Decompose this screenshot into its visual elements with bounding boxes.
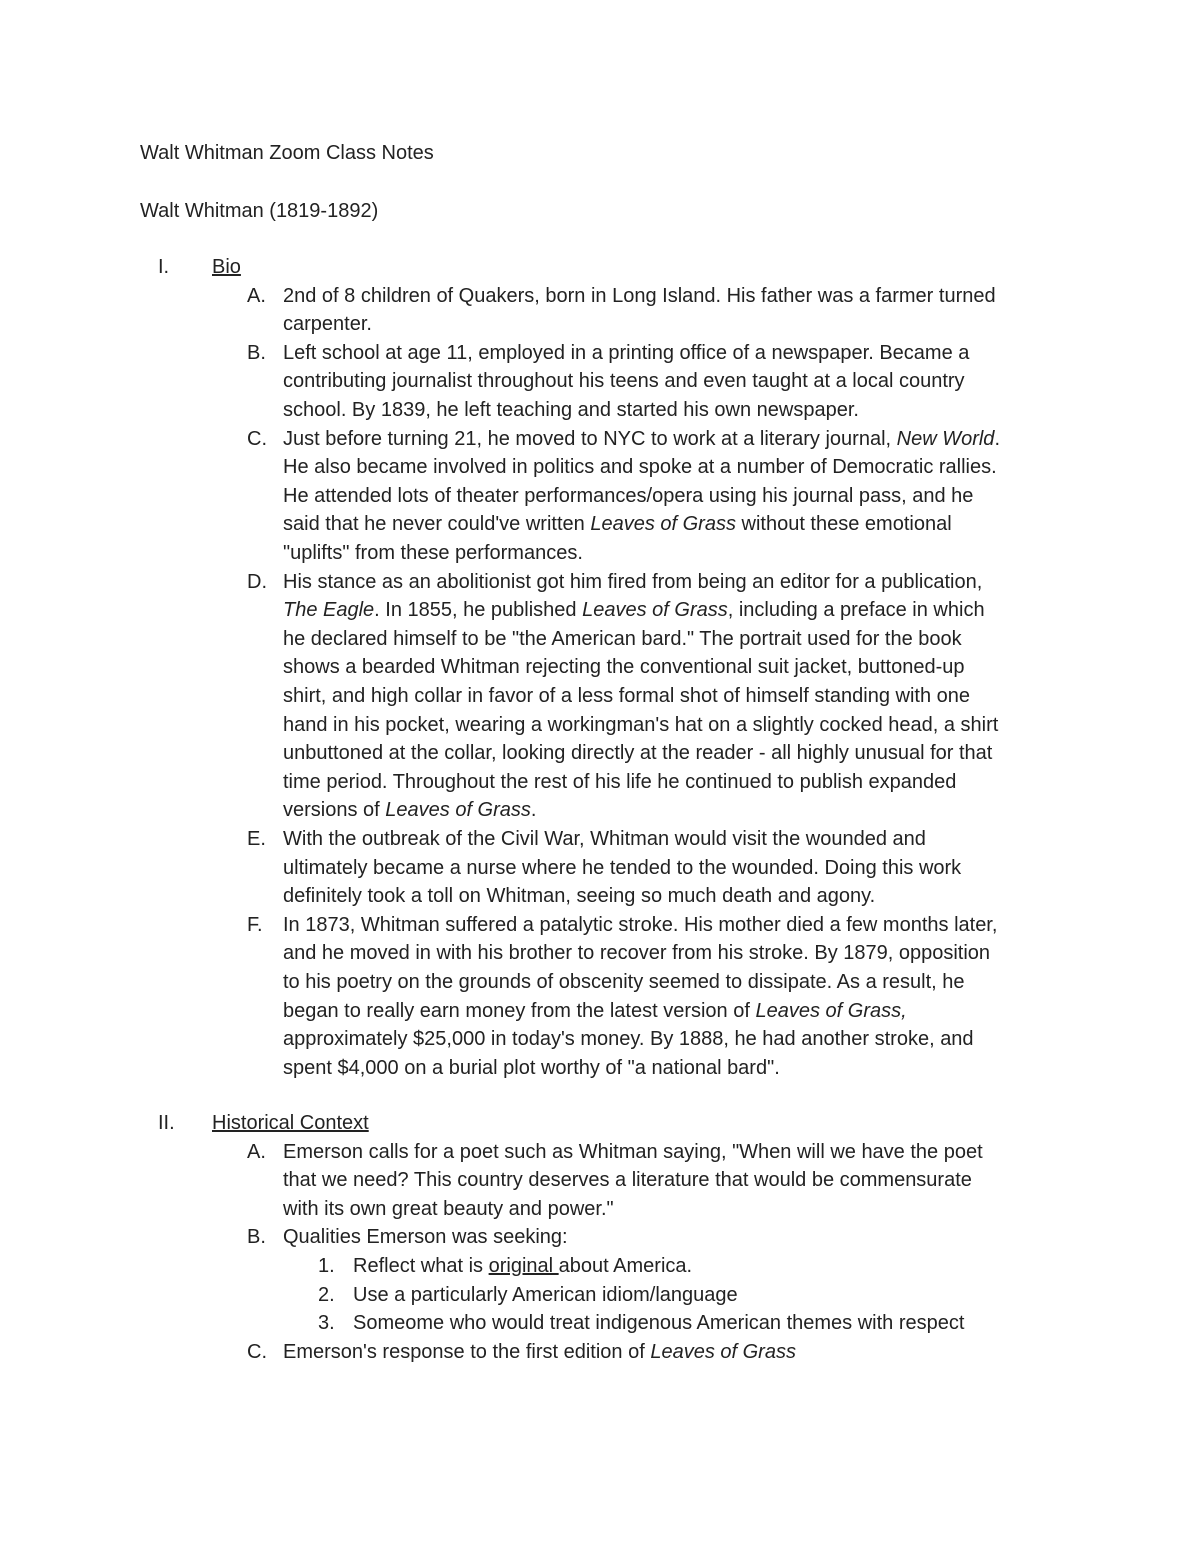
item-text-line: and he moved in with his brother to recover from his stroke. By 1879, opposition [283,942,991,965]
item-text-line: Left school at age 11, employed in a printing office of a newspaper. Became a [283,341,970,364]
item-text-line: that we need? This country deserves a literature that would be commensurate [283,1169,972,1192]
item-letter: A. [247,284,266,307]
item-letter: C. [247,1340,267,1363]
italic-title: Leaves of Grass, [755,999,907,1022]
item-letter: B. [247,1226,266,1249]
section-numeral: I. [158,256,170,278]
item-letter: D. [247,570,267,593]
item-text-line: In 1873, Whitman suffered a patalytic stroke. His mother died a few months later, [283,913,998,936]
section-numeral: II. [158,1112,175,1134]
item-text-line: with its own great beauty and power." [283,1197,614,1220]
item-letter: E. [247,828,266,850]
item-text-line: versions of Leaves of Grass. [283,799,537,822]
item-letter: C. [247,427,267,450]
item-text-line: "uplifts" from these performances. [283,542,583,564]
item-text-line: hand in his pocket, wearing a workingman's hat on a slightly cocked head, a shirt [283,713,999,736]
item-text-line: he declared himself to be "the American bard." The portrait used for the book [283,627,962,650]
item-text-line: He attended lots of theater performances/opera using his journal pass, and he [283,484,974,507]
item-text-line: He also became involved in politics and spoke at a number of Democratic rallies. [283,456,997,479]
item-text-line: ultimately became a nurse where he tended to the wounded. Doing this work [283,856,962,879]
item-letter: F. [247,913,263,936]
subitem-number: 1. [318,1255,335,1277]
item-text-line: Emerson calls for a poet such as Whitman saying, "When will we have the poet [283,1140,983,1163]
item-text-line: school. By 1839, he left teaching and started his own newspaper. [283,399,859,421]
item-text-line: His stance as an abolitionist got him fired from being an editor for a publication, [283,570,983,593]
subject-heading: Walt Whitman (1819-1892) [140,200,379,222]
italic-title: Leaves of Grass [582,599,728,622]
item-text-line: to his poetry on the grounds of obscenity seemed to dissipate. As a result, he [283,971,965,993]
subitem-text: Use a particularly American idiom/language [353,1283,738,1306]
item-letter: A. [247,1140,266,1163]
subitem-text: Someome who would treat indigenous American themes with respect [353,1312,965,1335]
item-text-line: contributing journalist throughout his teens and even taught at a local country [283,370,965,393]
item-letter: B. [247,341,266,364]
item-text-line: approximately $25,000 in today's money. By 1888, he had another stroke, and [283,1028,974,1051]
item-text-line: shirt, and high collar in favor of a less formal shot of himself standing with one [283,685,971,707]
italic-title: Leaves of Grass [650,1340,796,1363]
subitem-number: 3. [318,1312,335,1335]
item-text-line: carpenter. [283,313,372,336]
item-text-line: time period. Throughout the rest of his life he continued to publish expanded [283,770,957,793]
doc-title: Walt Whitman Zoom Class Notes [140,142,434,164]
item-text-line: With the outbreak of the Civil War, Whitman would visit the wounded and [283,828,926,850]
section-heading: Bio [212,256,241,278]
item-text-line: The Eagle. In 1855, he published Leaves of Grass, including a preface in which [283,599,985,622]
italic-title: New World [896,427,995,450]
item-text-line: spent $4,000 on a burial plot worthy of "a national bard". [283,1056,780,1079]
item-text-line: Just before turning 21, he moved to NYC to work at a literary journal, New World. [283,427,1000,450]
item-text-line: said that he never could've written Leaves of Grass without these emotional [283,513,952,536]
item-text-line: Emerson's response to the first edition of Leaves of Grass [283,1340,796,1363]
item-text-line: definitely took a toll on Whitman, seeing so much death and agony. [283,885,876,908]
item-text-line: Qualities Emerson was seeking: [283,1226,568,1249]
italic-title: The Eagle [283,599,375,622]
italic-title: Leaves of Grass [385,799,531,822]
item-text-line: unbuttoned at the collar, looking directly at the reader - all highly unusual for that [283,742,993,765]
subitem-text: Reflect what is original about America. [353,1255,693,1277]
item-text-line: shows a bearded Whitman rejecting the conventional suit jacket, buttoned-up [283,656,965,679]
underlined-word: original [488,1255,559,1277]
subitem-number: 2. [318,1283,335,1306]
item-text-line: 2nd of 8 children of Quakers, born in Long Island. His father was a farmer turned [283,284,996,307]
item-text-line: began to really earn money from the latest version of Leaves of Grass, [283,999,907,1022]
section-heading: Historical Context [212,1112,369,1134]
italic-title: Leaves of Grass [590,513,736,536]
